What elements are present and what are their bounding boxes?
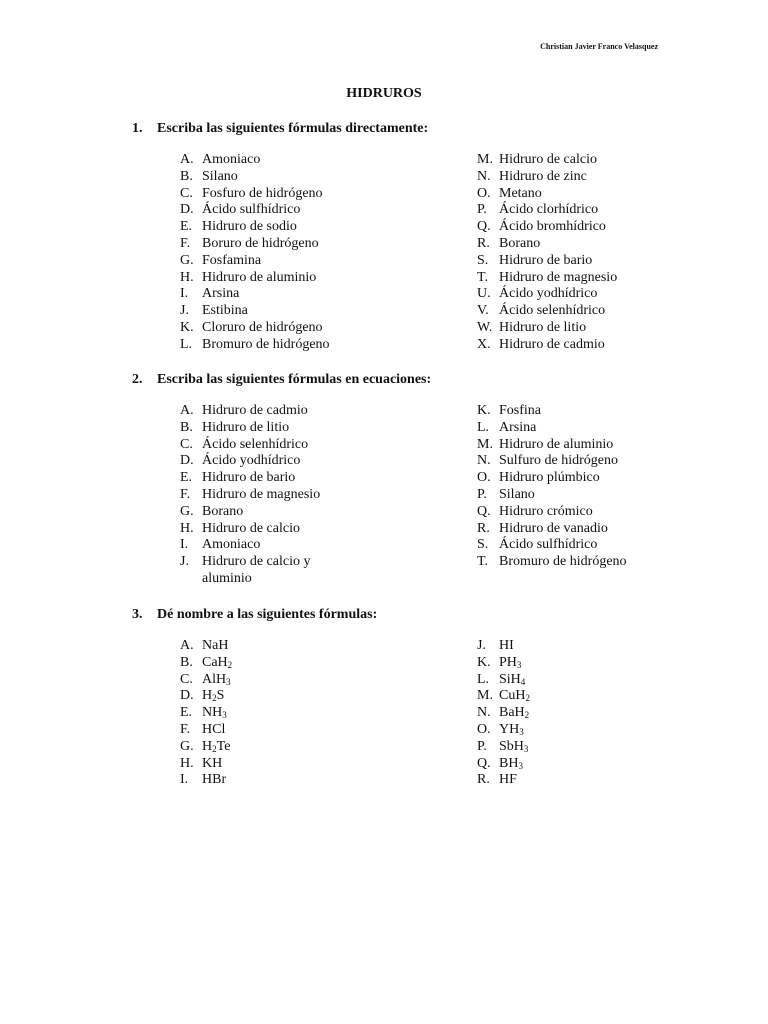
formula: [202, 722, 360, 739]
section-number: 3.: [132, 607, 143, 622]
formula: [202, 638, 360, 655]
formula-subscript: 2: [227, 659, 233, 670]
item-text: Arsina: [499, 419, 537, 435]
item-letter: X.: [477, 336, 491, 352]
item-text: Hidruro de litio: [202, 419, 290, 435]
list-item: [180, 705, 360, 722]
item-text: Ácido selenhídrico: [202, 436, 309, 452]
formula-part: NH: [202, 705, 223, 721]
item-text: Amoniaco: [202, 152, 261, 167]
item-letter: G.: [180, 252, 194, 268]
item-letter: J.: [477, 638, 486, 653]
formula-subscript: 3: [519, 726, 524, 737]
list-item: [477, 403, 657, 420]
item-letter: I.: [180, 772, 189, 788]
item-text: Cloruro de hidrógeno: [202, 319, 323, 335]
item-letter: O.: [477, 470, 491, 486]
section-number: 1.: [132, 121, 143, 136]
item-text: Estibina: [202, 303, 248, 319]
item-text: Hidruro de litio: [499, 319, 587, 335]
item-letter: A.: [180, 152, 194, 167]
list-column-left: [180, 152, 360, 354]
list-item: [477, 219, 657, 236]
item-letter: S.: [477, 537, 489, 553]
list-item: [180, 672, 360, 689]
item-text: Silano: [202, 168, 238, 184]
item-letter: O.: [477, 185, 491, 201]
list-item: [180, 219, 360, 236]
author-name: Christian Javier Franco Velasquez: [540, 42, 658, 51]
list-item: [180, 722, 360, 739]
formula-part: HF: [499, 772, 517, 788]
formula: [202, 672, 360, 689]
item-letter: N.: [477, 453, 491, 469]
item-text: Amoniaco: [202, 537, 261, 553]
item-letter: I.: [180, 286, 189, 302]
item-text: Hidruro de calcio y aluminio: [202, 554, 311, 586]
item-text: Fosfina: [499, 403, 541, 418]
item-text: Metano: [499, 185, 542, 201]
item-letter: B.: [180, 419, 193, 435]
list-item: [180, 470, 360, 487]
item-letter: P.: [477, 486, 487, 502]
item-letter: F.: [180, 721, 191, 737]
item-text: Sulfuro de hidrógeno: [499, 453, 618, 469]
formula-part: AlH: [202, 671, 227, 687]
formula: [499, 739, 657, 756]
item-letter: N.: [477, 168, 491, 184]
list-item: [477, 772, 657, 789]
item-letter: W.: [477, 319, 493, 335]
formula-subscript: 3: [516, 659, 522, 670]
formula-subscript: 2: [212, 693, 217, 704]
item-letter: A.: [180, 403, 194, 418]
formula-part: YH: [499, 721, 520, 737]
list-item: [477, 722, 657, 739]
item-letter: M.: [477, 152, 493, 167]
item-letter: Q.: [477, 219, 491, 235]
formula-subscript: 3: [518, 760, 523, 771]
list-item: [180, 169, 360, 186]
list-item: [477, 337, 657, 354]
item-text: Hidruro de cadmio: [499, 336, 605, 352]
formula: [202, 705, 360, 722]
item-text: Hidruro de vanadio: [499, 520, 608, 536]
item-text: Hidruro de magnesio: [499, 269, 618, 285]
item-letter: P.: [477, 738, 487, 754]
formula-subscript: 3: [226, 676, 231, 687]
item-letter: S.: [477, 252, 489, 268]
formula: [202, 756, 360, 773]
item-letter: Q.: [477, 755, 491, 771]
list-item: [477, 420, 657, 437]
list-item: [477, 270, 657, 287]
item-letter: O.: [477, 721, 491, 737]
formula-subscript: 2: [212, 743, 217, 754]
item-letter: M.: [477, 688, 493, 704]
list-item: [477, 152, 657, 169]
item-letter: H.: [180, 269, 194, 285]
item-text: Ácido yodhídrico: [499, 286, 598, 302]
item-letter: T.: [477, 554, 489, 570]
formula-subscript: 3: [523, 743, 529, 754]
item-letter: R.: [477, 772, 490, 788]
formula: [499, 655, 657, 672]
list-item: [180, 487, 360, 504]
item-letter: A.: [180, 638, 194, 653]
formula-part: H: [202, 738, 213, 754]
section-3: [132, 606, 692, 848]
list-item: [477, 169, 657, 186]
list-column-left: [180, 403, 360, 588]
formula-part: S: [216, 688, 225, 704]
list-item: [180, 521, 360, 538]
item-letter: F.: [180, 235, 191, 251]
list-item: [180, 202, 360, 219]
list-item: [180, 453, 360, 470]
item-letter: I.: [180, 537, 189, 553]
formula-part: CaH: [202, 654, 228, 670]
section-heading-text: Escriba las siguientes fórmulas en ecuaciones:: [157, 372, 432, 387]
item-text: Hidruro de cadmio: [202, 403, 308, 418]
list-item: [477, 504, 657, 521]
item-letter: K.: [477, 403, 491, 418]
list-item: [180, 772, 360, 789]
formula-part: CuH: [499, 688, 526, 704]
item-text: Bromuro de hidrógeno: [202, 336, 330, 352]
item-text: Fosfamina: [202, 252, 262, 268]
formula-subscript: 3: [222, 710, 227, 721]
item-letter: E.: [180, 219, 193, 235]
formula-subscript: 4: [520, 676, 526, 687]
list-item: [477, 236, 657, 253]
list-item: [180, 537, 360, 554]
formula-part: H: [202, 688, 213, 704]
item-letter: R.: [477, 520, 490, 536]
item-letter: E.: [180, 470, 193, 486]
list-item: [477, 487, 657, 504]
item-text: Ácido sulfhídrico: [202, 202, 301, 218]
section-number: 2.: [132, 372, 143, 387]
item-text: Hidruro de sodio: [202, 219, 297, 235]
list-item: [477, 303, 657, 320]
item-text: Ácido clorhídrico: [499, 202, 599, 218]
item-letter: R.: [477, 235, 490, 251]
item-text: Boruro de hidrógeno: [202, 235, 319, 251]
list-item: [477, 202, 657, 219]
list-item: [180, 253, 360, 270]
list-item: [477, 638, 657, 655]
item-text: Hidruro plúmbico: [499, 470, 600, 486]
list-item: [180, 437, 360, 454]
item-letter: L.: [477, 671, 490, 687]
list-item: [477, 320, 657, 337]
list-item: [180, 554, 360, 588]
item-letter: D.: [180, 453, 194, 469]
formula-part: SiH: [499, 671, 521, 687]
formula: [499, 756, 657, 773]
list-item: [180, 303, 360, 320]
item-letter: U.: [477, 286, 491, 302]
formula: [202, 739, 360, 756]
list-item: [477, 672, 657, 689]
list-item: [477, 286, 657, 303]
item-letter: B.: [180, 654, 193, 670]
formula: [202, 772, 360, 789]
list-item: [477, 453, 657, 470]
item-letter: V.: [477, 303, 489, 319]
list-item: [180, 688, 360, 705]
item-text: Hidruro de calcio: [499, 152, 597, 167]
item-text: Hidruro de bario: [499, 252, 593, 268]
item-letter: B.: [180, 168, 193, 184]
item-text: Ácido selenhídrico: [499, 303, 606, 319]
section-heading-text: Dé nombre a las siguientes fórmulas:: [157, 607, 378, 622]
formula-part: KH: [202, 755, 223, 771]
item-letter: C.: [180, 671, 193, 687]
item-letter: K.: [477, 654, 491, 670]
section-2: [132, 371, 692, 613]
section-heading: [132, 120, 692, 138]
item-letter: G.: [180, 503, 194, 519]
formula-subscript: 2: [525, 693, 530, 704]
formula: [499, 722, 657, 739]
list-item: [477, 253, 657, 270]
list-item: [477, 554, 657, 571]
item-text: Hidruro de bario: [202, 470, 296, 486]
list-column-left: [180, 638, 360, 789]
item-letter: L.: [180, 336, 193, 352]
formula: [499, 705, 657, 722]
list-item: [180, 270, 360, 287]
item-letter: G.: [180, 738, 194, 754]
item-letter: E.: [180, 705, 193, 721]
item-letter: H.: [180, 755, 194, 771]
formula-part: Te: [216, 738, 231, 754]
list-item: [180, 186, 360, 203]
list-item: [180, 655, 360, 672]
item-text: Hidruro crómico: [499, 503, 593, 519]
item-letter: N.: [477, 705, 491, 721]
list-item: [477, 655, 657, 672]
page-title: HIDRUROS: [346, 86, 422, 101]
list-item: [180, 756, 360, 773]
item-text: Ácido yodhídrico: [202, 453, 301, 469]
list-column-right: [477, 403, 657, 571]
item-text: Hidruro de magnesio: [202, 486, 321, 502]
item-text: Bromuro de hidrógeno: [499, 554, 627, 570]
list-item: [477, 537, 657, 554]
item-text: Arsina: [202, 286, 240, 302]
item-text: Hidruro de calcio: [202, 520, 300, 536]
list-item: [477, 186, 657, 203]
item-letter: H.: [180, 520, 194, 536]
list-item: [180, 638, 360, 655]
formula-part: PH: [499, 654, 517, 670]
section-1: [132, 120, 692, 362]
formula-part: BH: [499, 755, 519, 771]
formula: [202, 688, 360, 705]
list-item: [180, 320, 360, 337]
section-heading-text: Escriba las siguientes fórmulas directamente:: [157, 121, 429, 136]
list-item: [477, 437, 657, 454]
list-item: [180, 152, 360, 169]
formula-subscript: 2: [524, 710, 530, 721]
item-letter: F.: [180, 486, 191, 502]
item-letter: L.: [477, 419, 490, 435]
item-letter: C.: [180, 436, 193, 452]
list-item: [180, 236, 360, 253]
list-item: [477, 705, 657, 722]
item-text: Hidruro de aluminio: [499, 436, 614, 452]
formula-part: BaH: [499, 705, 525, 721]
formula: [499, 688, 657, 705]
list-column-right: [477, 638, 657, 789]
item-letter: T.: [477, 269, 489, 285]
item-text: Borano: [202, 503, 244, 519]
list-item: [180, 739, 360, 756]
item-text: Ácido sulfhídrico: [499, 537, 598, 553]
item-text: Ácido bromhídrico: [499, 219, 606, 235]
list-item: [180, 420, 360, 437]
section-heading: [132, 371, 692, 389]
formula-part: NaH: [202, 638, 229, 653]
item-letter: C.: [180, 185, 193, 201]
list-item: [180, 403, 360, 420]
formula-part: HI: [499, 638, 514, 653]
item-text: Fosfuro de hidrógeno: [202, 185, 323, 201]
list-item: [180, 286, 360, 303]
item-letter: J.: [180, 554, 189, 570]
item-text: Borano: [499, 235, 541, 251]
item-letter: D.: [180, 688, 194, 704]
formula-part: SbH: [499, 738, 524, 754]
item-letter: Q.: [477, 503, 491, 519]
formula: [499, 772, 657, 789]
item-letter: K.: [180, 319, 194, 335]
formula-part: HBr: [202, 772, 227, 788]
formula-part: HCl: [202, 721, 226, 737]
list-item: [477, 521, 657, 538]
formula: [499, 638, 657, 655]
list-column-right: [477, 152, 657, 354]
section-heading: [132, 606, 692, 624]
list-item: [180, 337, 360, 354]
item-text: Hidruro de aluminio: [202, 269, 317, 285]
list-item: [477, 470, 657, 487]
item-text: Hidruro de zinc: [499, 168, 587, 184]
formula: [202, 655, 360, 672]
list-item: [477, 739, 657, 756]
list-item: [180, 504, 360, 521]
item-letter: M.: [477, 436, 493, 452]
item-text: Silano: [499, 486, 535, 502]
list-item: [477, 756, 657, 773]
item-letter: P.: [477, 202, 487, 218]
item-letter: J.: [180, 303, 189, 319]
formula: [499, 672, 657, 689]
item-letter: D.: [180, 202, 194, 218]
list-item: [477, 688, 657, 705]
